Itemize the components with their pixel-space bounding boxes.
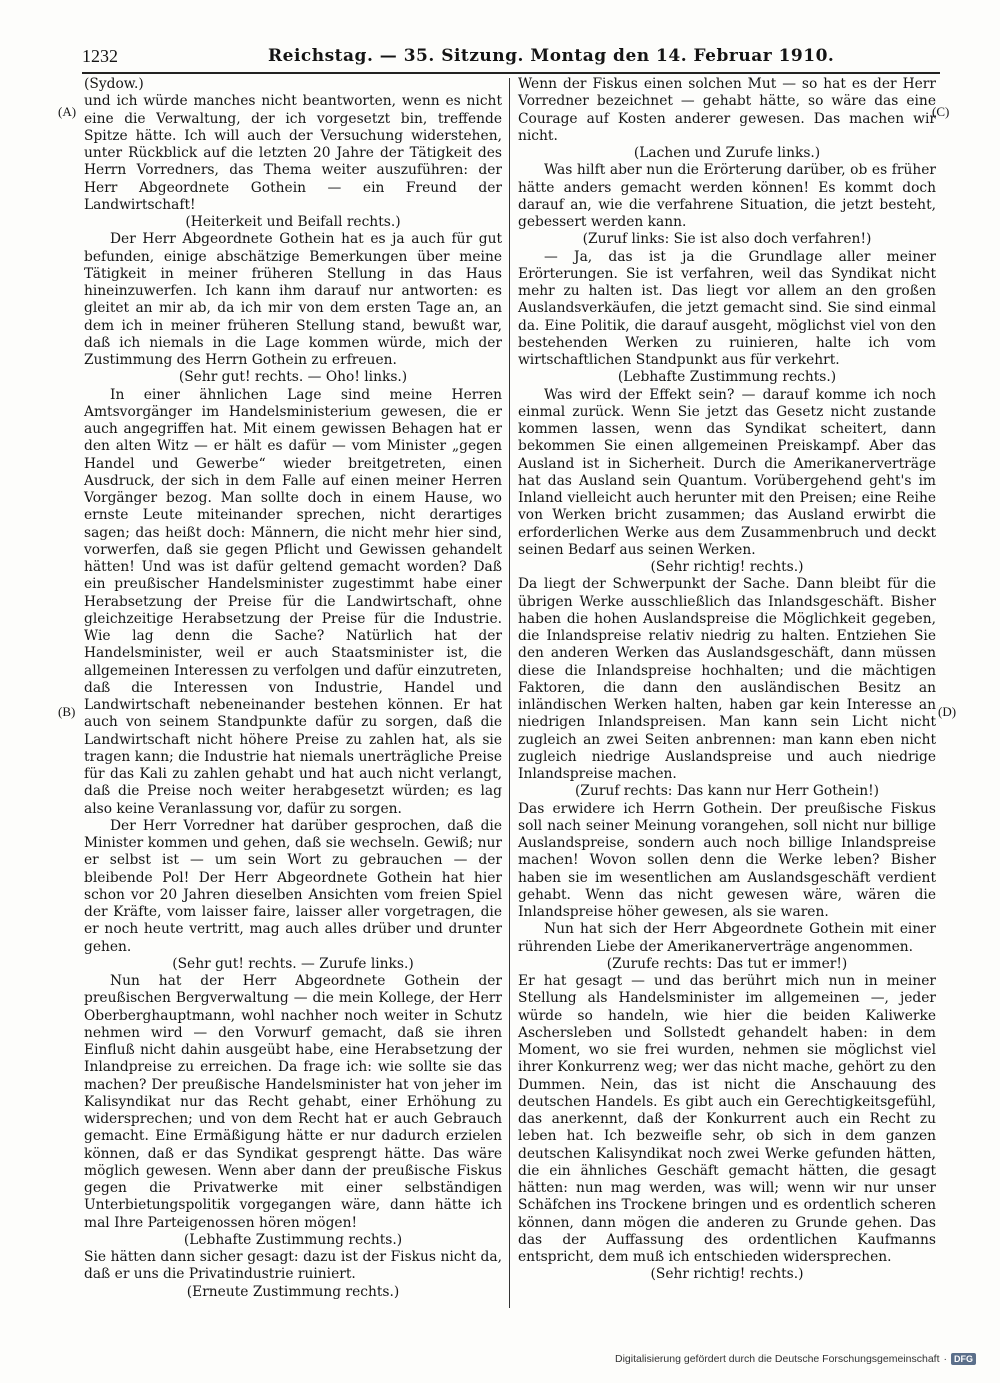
right-column <box>518 76 936 1284</box>
left-stage-direction: (Sehr gut! rechts. — Zurufe links.) <box>172 955 414 972</box>
right-stage-direction: (Zurufe rechts: Das tut er immer!) <box>606 955 848 972</box>
left-paragraph: In einer ähnlichen Lage sind meine Herren Amtsvorgänger im Handelsministerium gewesen, die er auch angegriffen hat. Mit einem gewissen Behagen hat er den alten Witz — er hält es dafür — vom Minister „gegen Handel und Gewerbe“ wieder breitgetreten, einen Ausdruck, der sich in dem Falle auf einen meiner Herren Vorgänger bezog. Man sollte doch in einem Hause, wo ernste Leute miteinander sprechen, nicht derartiges sagen; das heißt doch: Männern, die nicht mehr hier sind, vorwerfen, daß sie gegen Pflicht und Gewissen gehandelt hätten! Und was ist dafür geltend gemacht worden? Daß ein preußischer Handelsminister zugestimmt habe einer Herabsetzung der Preise für die Landwirtschaft, ohne gleichzeitige Herabsetzung der Preise für die Industrie. Wie lag denn die Sache? Natürlich hat der Handelsminister, weil er auch Staatsminister ist, die allgemeinen Interessen zu verfolgen und dafür einzutreten, daß die Interessen von Industrie, Handel und Landwirtschaft nebeneinander bestehen können. Er hat auch von seinem Standpunkte dafür zu sorgen, daß die Landwirtschaft nicht höhere Preise zu zahlen hat, als sie tragen kann; die Industrie hat niemals unerträgliche Preise für das Kali zu zahlen gehabt und hat auch nicht verlangt, daß die Preise noch weiter herabgesetzt würden; es lag also keine Veranlassung vor, dafür zu sorgen. <box>84 386 502 817</box>
left-stage-direction: (Erneute Zustimmung rechts.) <box>186 1283 400 1300</box>
right-paragraph: Wenn der Fiskus einen solchen Mut — so hat es der Herr Vorredner bezeichnet — gehabt hätte, so wäre das eine Courage auf Kosten anderer gewesen. Das machen wir nicht. <box>518 76 936 144</box>
left-stage-direction: (Heiterkeit und Beifall rechts.) <box>185 214 401 230</box>
right-stage-direction: (Lebhafte Zustimmung rechts.) <box>617 369 837 386</box>
margin-mark-d: (D) <box>938 704 957 719</box>
left-column <box>84 76 502 1301</box>
header-rule <box>82 72 940 74</box>
left-paragraph: Nun hat der Herr Abgeordnete Gothein der preußischen Bergverwaltung — die mein Kollege, der Herr Oberberghauptmann, wohl nachher noch weiter in Schutz nehmen wird — den Vorwurf gemacht, daß sie ihren Einfluß nicht dahin ausgeübt habe, eine Herabsetzung der Inlandpreise zu erreichen. Da frage ich: wie sollte sie das machen? Der preußische Handelsminister hat von jeher im Kalisyndikat nur das Recht gehabt, einer Erhöhung zu widersprechen; und von dem Recht hat er auch Gebrauch gemacht. Eine Ermäßigung hätte er nur dadurch erzielen können, daß er das Syndikat gesprengt hätte. Das wäre möglich gewesen. Wenn aber dann der preußische Fiskus gegen die Privatwerke mit einer selbständigen Unterbietungspolitik vorgegangen wäre, dann hätte ich mal Ihre Parteigenossen hören mögen! <box>84 973 502 1231</box>
page-header <box>82 46 940 72</box>
margin-mark-b: (B) <box>58 704 76 719</box>
left-paragraph: Der Herr Abgeordnete Gothein hat es ja auch für gut befunden, einige abschätzige Bemerkungen über meine Tätigkeit in meiner früheren Stellung in das Haus hineinzuwerfen. Ich kann ihm darauf nur antworten: es gleitet an mir ab, da ich mir von dem ersten Tage an, an dem ich in meiner früheren Stellung stand, bewußt war, daß ich niemals in die Lage kommen würde, mich der Zustimmung des Herrn Gothein zu erfreuen. <box>84 231 502 368</box>
margin-mark-a: (A) <box>58 104 77 119</box>
running-title: Reichstag. — 35. Sitzung. Montag den 14. Februar 1910. <box>268 46 835 66</box>
right-paragraph: — Ja, das ist ja die Grundlage aller meiner Erörterungen. Sie ist verfahren, weil das Syndikat nicht mehr zu halten ist. Das liegt vor allem an den großen Auslandsverkäufen, die jetzt gemacht sind. Sie sind einmal da. Eine Politik, die darauf ausgeht, möglichst viel von den bestehenden Werken zu ruinieren, halte ich vom wirtschaftlichen Standpunkt aus für verkehrt. <box>518 248 936 368</box>
right-stage-direction: (Sehr richtig! rechts.) <box>650 559 804 575</box>
right-stage-direction: (Zuruf rechts: Das kann nur Herr Gothein!) <box>574 783 880 800</box>
footer-credit: Digitalisierung gefördert durch die Deutsche Forschungsgemeinschaft <box>614 1353 940 1365</box>
page-number: 1232 <box>82 46 118 66</box>
left-stage-direction: (Lebhafte Zustimmung rechts.) <box>183 1231 403 1248</box>
left-paragraph: Der Herr Vorredner hat darüber gesprochen, daß die Minister kommen und gehen, daß sie wechseln. Gewiß; nur er selbst ist — um sein Wort zu gebrauchen — der bleibende Pol! Der Herr Abgeordnete Gothein hat hier schon vor 20 Jahren dieselben Ansichten vom freien Spiel der Kräfte, vom laisser faire, laisser aller vorgetragen, die er noch heute vertritt, mag auch alles drüber und drunter gehen. <box>84 817 502 955</box>
right-paragraph: Nun hat sich der Herr Abgeordnete Gothein mit einer rührenden Liebe der Amerikanerverträge angenommen. <box>518 921 936 955</box>
right-stage-direction: (Sehr richtig! rechts.) <box>650 1266 804 1283</box>
right-paragraph: Da liegt der Schwerpunkt der Sache. Dann bleibt für die übrigen Werke ausschließlich das Inlandsgeschäft. Bisher haben die hohen Auslandspreise die Möglichkeit gegeben, die Inlandspreise relativ niedrig zu halten. Entziehen Sie den anderen Werken das Auslandsgeschäft, dann müssen diese die Inlandspreise hochhalten; und die mächtigen Faktoren, die dann den ausländischen Besitz an inländischen Werken halten, haben gar kein Interesse an niedrigen Inlandspreisen. Man kann sein Licht nicht zugleich an zwei Seiten anbrennen: man kann eben nicht zugleich niedrige Auslandspreise und auch niedrige Inlandspreise machen. <box>518 576 936 782</box>
margin-mark-c: (C) <box>932 104 950 119</box>
left-paragraph: (Sydow.) <box>84 76 144 92</box>
dfg-logo: DFG <box>951 1353 976 1365</box>
right-paragraph: Das erwidere ich Herrn Gothein. Der preußische Fiskus soll nach seiner Meinung vorangehen, soll nicht nur billige Auslandspreise, sondern auch noch billige Inlandspreise machen! Wovon sollen denn die Werke leben? Bisher haben sie im wesentlichen am Auslandsgeschäft verdient gehabt. Wenn das nicht gewesen wäre, wären die Inlandspreise höher gewesen, als sie waren. <box>518 800 936 920</box>
footer: Digitalisierung gefördert durch die Deutsche Forschungsgemeinschaft · DFG <box>615 1353 976 1365</box>
right-paragraph: Was wird der Effekt sein? — darauf komme ich noch einmal zurück. Wenn Sie jetzt das Gesetz nicht zustande kommen lassen, wenn das Syndikat scheitert, dann bekommen Sie einen allgemeinen Preiskampf. Aber das Ausland ist in Sicherheit. Durch die Amerikanerverträge hat das Ausland sein Quantum. Vorübergehend geht's im Inland vielleicht auch herunter mit den Preisen; eine Reihe von Werken bricht zusammen; das Ausland erwirbt die erforderlichen Werke aus dem Zusammenbruch und deckt seinen Bedarf aus seinen Werken. <box>518 386 936 558</box>
left-paragraph: Sie hätten dann sicher gesagt: dazu ist der Fiskus nicht da, daß er uns die Privatindustrie ruiniert. <box>84 1249 502 1283</box>
right-paragraph: Er hat gesagt — und das berührt mich nun in meiner Stellung als Handelsminister im allgemeinen —, jeder würde so handeln, wie hier die beiden Kaliwerke Aschersleben und Sollstedt gehandelt haben: in dem Moment, wo sie frei wurden, nehmen sie möglichst viel ihrer Konkurrenz weg; wer das nicht mache, gehört zu den Dummen. Nein, das ist nicht die Anschauung des deutschen Handels. Es gibt auch ein Gerechtigkeitsgefühl, das anerkennt, daß der Konkurrent auch ein Recht zu leben hat. Ich bezweifle sehr, ob sich in dem ganzen deutschen Kalisyndikat noch zwei Werke gefunden hätten, die ein ähnliches Geschäft gemacht hätten, die gesagt hätten: nun mag werden, was will; wenn wir nur unser Schäfchen ins Trockene bringen und es ordentlich scheren können, dann mögen die anderen zu Grunde gehen. Das das der Auffassung des ordentlichen Kaufmanns entspricht, dem muß ich entschieden widersprechen. <box>518 973 936 1265</box>
left-paragraph: und ich würde manches nicht beantworten, wenn es nicht eine die Verwaltung, der ich vorgesetzt bin, treffende Spitze hätte. Ich will auch der Versuchung widerstehen, unter Rückblick auf die letzten 20 Jahre der Tätigkeit des Herrn Vorredners, das Thema weiter auszuführen: der Herr Abgeordnete Gothein — ein Freund der Landwirtschaft! <box>84 93 502 213</box>
right-stage-direction: (Zuruf links: Sie ist also doch verfahren!) <box>582 231 872 248</box>
right-paragraph: Was hilft aber nun die Erörterung darüber, ob es früher hätte anders gemacht werden können! Es kommt doch darauf an, wie die verfahrene Situation, die jetzt besteht, gebessert werden kann. <box>518 162 936 230</box>
left-stage-direction: (Sehr gut! rechts. — Oho! links.) <box>178 369 408 386</box>
column-divider <box>509 78 510 1308</box>
right-stage-direction: (Lachen und Zurufe links.) <box>633 145 821 161</box>
